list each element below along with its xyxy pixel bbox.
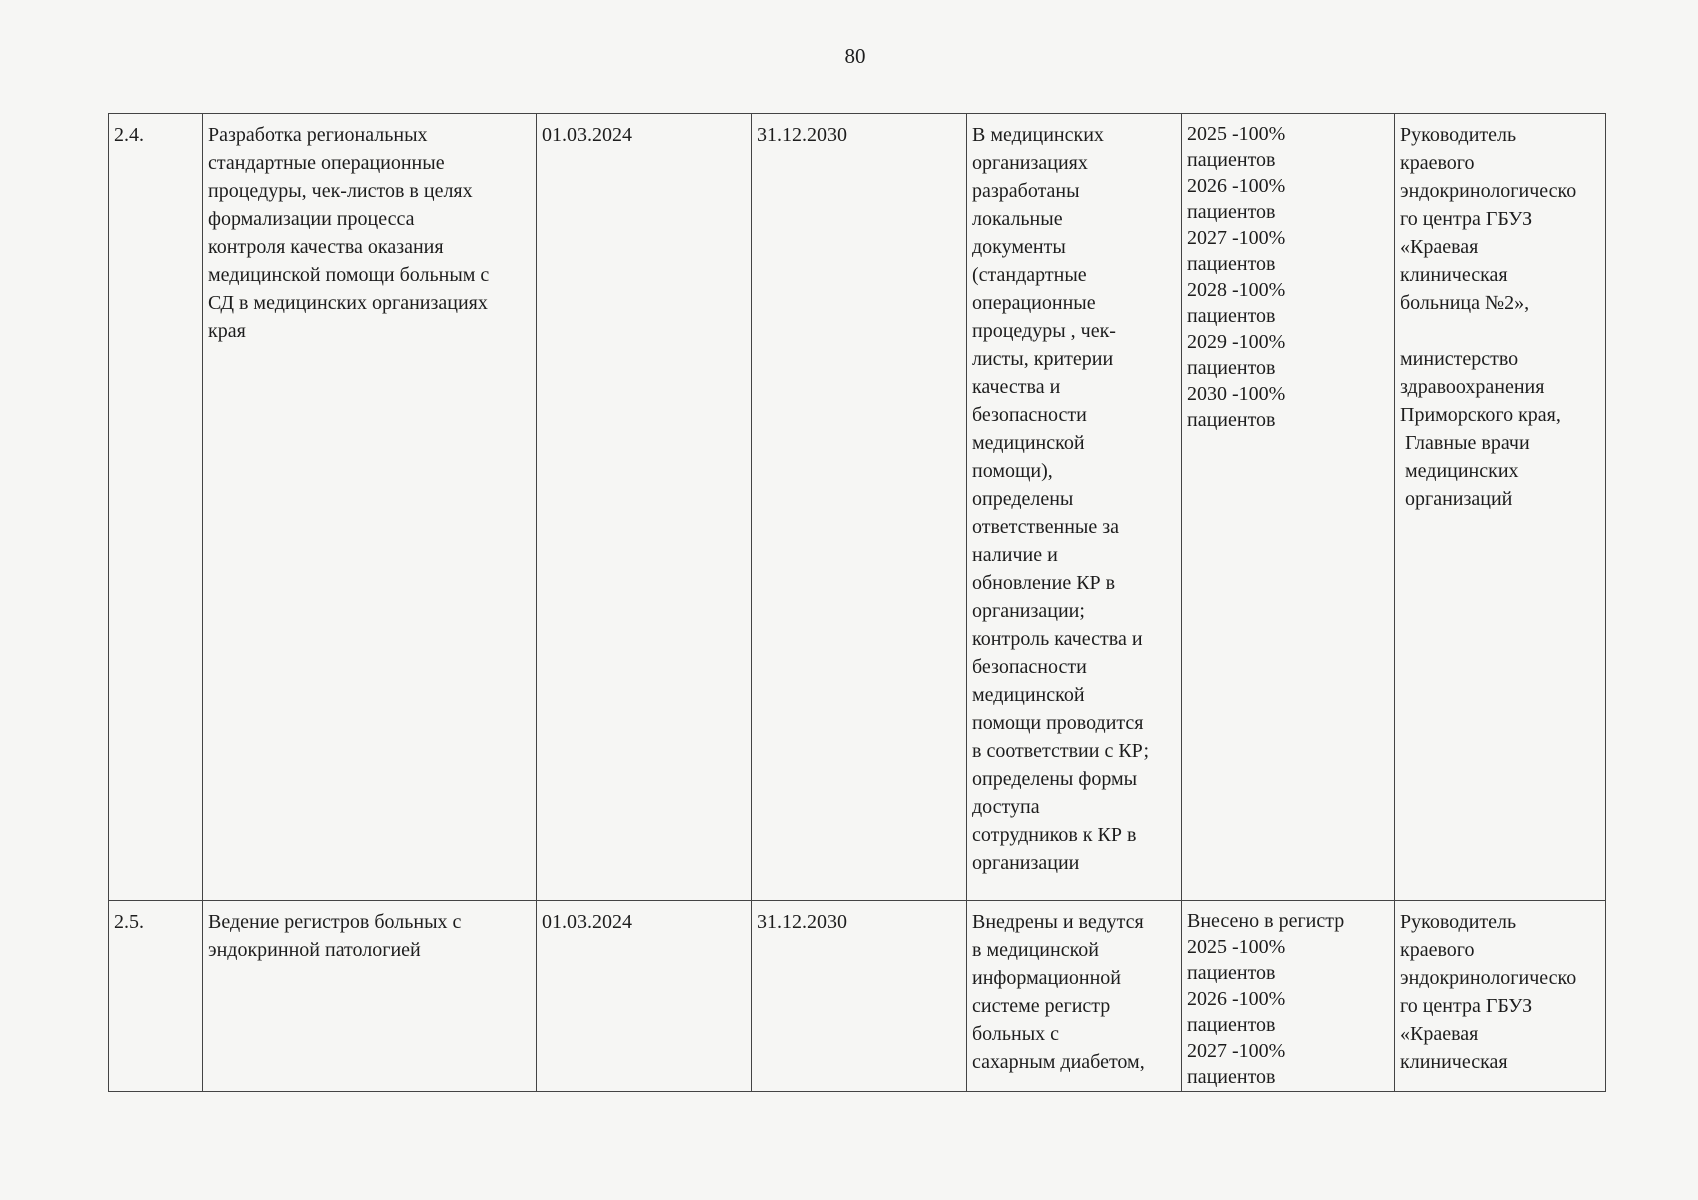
responsible-line: клиническая bbox=[1400, 1051, 1508, 1073]
result-line: ответственные за bbox=[972, 516, 1119, 538]
indicator-line: пациентов bbox=[1187, 305, 1276, 327]
responsible-cell bbox=[1395, 901, 1606, 1092]
table-row bbox=[109, 114, 1606, 901]
indicator-line: 2025 -100% bbox=[1187, 936, 1286, 958]
result-line: обновление КР в bbox=[972, 572, 1116, 594]
result-line: процедуры , чек- bbox=[972, 320, 1116, 342]
result-line: (стандартные bbox=[972, 264, 1087, 286]
responsible-line: Главные врачи bbox=[1405, 432, 1530, 454]
result-line: помощи), bbox=[972, 460, 1053, 482]
result-line: помощи проводится bbox=[972, 712, 1144, 734]
result-line: больных с bbox=[972, 1023, 1060, 1045]
result-line: организации; bbox=[972, 600, 1085, 622]
responsible-line: организаций bbox=[1405, 488, 1513, 510]
responsible-cell bbox=[1395, 114, 1606, 901]
activity-line: медицинской помощи больным с bbox=[208, 264, 490, 286]
indicator-line: пациентов bbox=[1187, 1066, 1276, 1088]
item-number: 2.4. bbox=[114, 124, 144, 146]
indicator-line: 2029 -100% bbox=[1187, 331, 1286, 353]
responsible-line: медицинских bbox=[1405, 460, 1519, 482]
activity-line: формализации процесса bbox=[208, 208, 415, 230]
result-cell bbox=[967, 114, 1182, 901]
table-row bbox=[109, 901, 1606, 1092]
activity-line: процедуры, чек-листов в целях bbox=[208, 180, 473, 202]
indicator-line: пациентов bbox=[1187, 149, 1276, 171]
indicator-line: пациентов bbox=[1187, 357, 1276, 379]
result-line: Внедрены и ведутся bbox=[972, 911, 1144, 933]
responsible-line: «Краевая bbox=[1400, 236, 1479, 258]
end-date: 31.12.2030 bbox=[757, 124, 847, 146]
responsible-line: эндокринологическо bbox=[1400, 180, 1577, 202]
result-line: медицинской bbox=[972, 432, 1085, 454]
activity-line: стандартные операционные bbox=[208, 152, 445, 174]
responsible-line: Руководитель bbox=[1400, 911, 1517, 933]
responsible-line: министерство bbox=[1400, 348, 1519, 370]
activity-line: эндокринной патологией bbox=[208, 939, 421, 961]
result-cell bbox=[967, 901, 1182, 1092]
indicator-line: пациентов bbox=[1187, 201, 1276, 223]
start-date-cell bbox=[537, 114, 752, 901]
indicator-cell bbox=[1182, 114, 1395, 901]
indicator-cell bbox=[1182, 901, 1395, 1092]
indicator-line: пациентов bbox=[1187, 253, 1276, 275]
result-line: доступа bbox=[972, 796, 1040, 818]
item-number-cell bbox=[109, 901, 203, 1092]
activity-cell bbox=[203, 114, 537, 901]
start-date: 01.03.2024 bbox=[542, 124, 632, 146]
blank-line bbox=[1400, 317, 1600, 345]
start-date: 01.03.2024 bbox=[542, 911, 632, 933]
responsible-line: го центра ГБУЗ bbox=[1400, 995, 1533, 1017]
end-date: 31.12.2030 bbox=[757, 911, 847, 933]
result-line: операционные bbox=[972, 292, 1096, 314]
result-line: качества и bbox=[972, 376, 1061, 398]
result-line: листы, критерии bbox=[972, 348, 1114, 370]
result-line: В медицинских bbox=[972, 124, 1104, 146]
indicator-line: 2030 -100% bbox=[1187, 383, 1286, 405]
activity-line: СД в медицинских организациях bbox=[208, 292, 488, 314]
activity-line: края bbox=[208, 320, 246, 342]
indicator-line: Внесено в регистр bbox=[1187, 910, 1345, 932]
indicator-line: пациентов bbox=[1187, 409, 1276, 431]
result-line: сотрудников к КР в bbox=[972, 824, 1137, 846]
result-line: системе регистр bbox=[972, 995, 1111, 1017]
item-number-cell bbox=[109, 114, 203, 901]
result-line: документы bbox=[972, 236, 1066, 258]
result-line: в медицинской bbox=[972, 939, 1099, 961]
activity-line: Ведение регистров больных с bbox=[208, 911, 462, 933]
responsible-line: краевого bbox=[1400, 939, 1475, 961]
indicator-line: 2027 -100% bbox=[1187, 227, 1286, 249]
result-line: безопасности bbox=[972, 656, 1087, 678]
indicator-line: 2027 -100% bbox=[1187, 1040, 1286, 1062]
indicator-line: 2028 -100% bbox=[1187, 279, 1286, 301]
indicator-line: 2025 -100% bbox=[1187, 123, 1286, 145]
result-line: безопасности bbox=[972, 404, 1087, 426]
indicator-line: пациентов bbox=[1187, 962, 1276, 984]
result-line: информационной bbox=[972, 967, 1121, 989]
result-line: медицинской bbox=[972, 684, 1085, 706]
result-line: в соответствии с КР; bbox=[972, 740, 1150, 762]
result-line: определены формы bbox=[972, 768, 1138, 790]
item-number: 2.5. bbox=[114, 911, 144, 933]
result-line: определены bbox=[972, 488, 1074, 510]
result-line: организации bbox=[972, 852, 1080, 874]
responsible-line: клиническая bbox=[1400, 264, 1508, 286]
activity-line: контроля качества оказания bbox=[208, 236, 444, 258]
plan-table bbox=[108, 113, 1606, 1092]
result-line: организациях bbox=[972, 152, 1088, 174]
responsible-line: Руководитель bbox=[1400, 124, 1517, 146]
indicator-line: 2026 -100% bbox=[1187, 988, 1286, 1010]
indicator-line: 2026 -100% bbox=[1187, 175, 1286, 197]
result-line: сахарным диабетом, bbox=[972, 1051, 1145, 1073]
responsible-line: больница №2», bbox=[1400, 292, 1530, 314]
responsible-line: «Краевая bbox=[1400, 1023, 1479, 1045]
activity-line: Разработка региональных bbox=[208, 124, 428, 146]
indicator-line: пациентов bbox=[1187, 1014, 1276, 1036]
result-line: локальные bbox=[972, 208, 1063, 230]
responsible-line: краевого bbox=[1400, 152, 1475, 174]
page-number: 80 bbox=[844, 44, 866, 68]
activity-cell bbox=[203, 901, 537, 1092]
responsible-line: здравоохранения bbox=[1400, 376, 1545, 398]
end-date-cell bbox=[752, 114, 967, 901]
end-date-cell bbox=[752, 901, 967, 1092]
result-line: наличие и bbox=[972, 544, 1058, 566]
responsible-line: го центра ГБУЗ bbox=[1400, 208, 1533, 230]
responsible-line: Приморского края, bbox=[1400, 404, 1561, 426]
result-line: контроль качества и bbox=[972, 628, 1143, 650]
responsible-line: эндокринологическо bbox=[1400, 967, 1577, 989]
result-line: разработаны bbox=[972, 180, 1080, 202]
start-date-cell bbox=[537, 901, 752, 1092]
